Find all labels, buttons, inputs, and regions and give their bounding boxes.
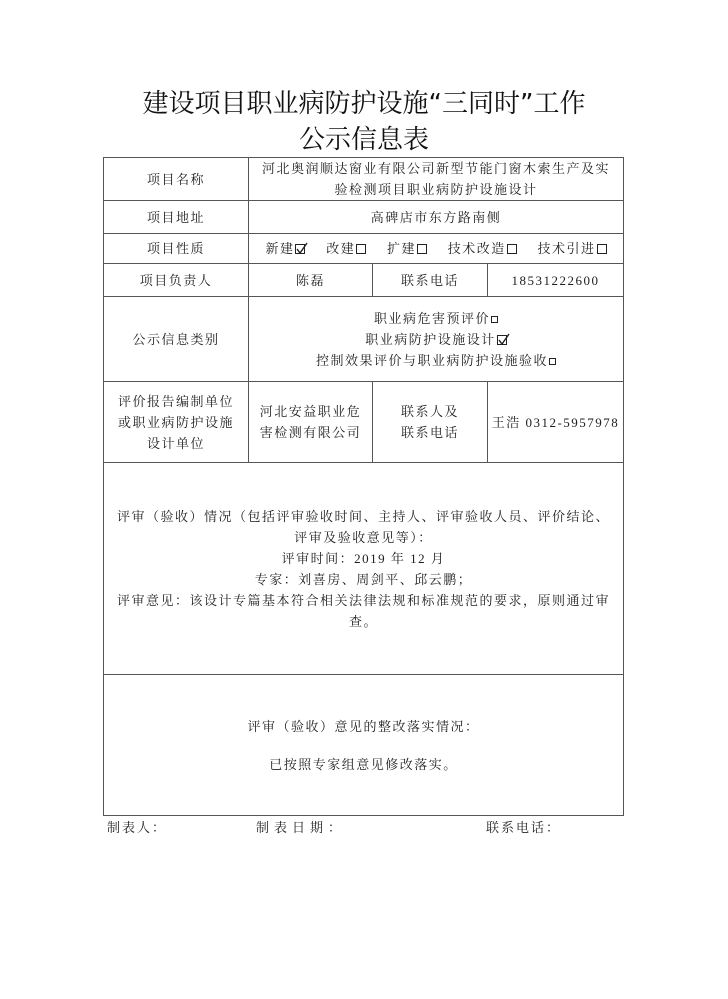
- review-line: 查。: [349, 613, 379, 629]
- design-unit-contact: 王浩 0312-5957978: [488, 382, 624, 463]
- rectification-heading: 评审（验收）意见的整改落实情况：: [247, 718, 480, 734]
- disclosure-category-label: 公示信息类别: [104, 297, 249, 382]
- row-project-nature: [104, 234, 624, 264]
- rectification-section: [104, 675, 624, 816]
- category-option-pre-assessment: [249, 308, 623, 329]
- document-title-line: 建设项目职业病防护设施“三同时”工作: [142, 89, 586, 119]
- document-title-line: 公示信息表: [298, 125, 429, 155]
- footer-phone-label: 联系电话：: [486, 820, 562, 835]
- option-technical-renovation: [448, 238, 517, 259]
- category-option-protection-design: [249, 329, 623, 350]
- option-technology-introduction: [538, 238, 607, 259]
- option-label: 技术改造: [447, 241, 506, 256]
- row-rectification: [104, 675, 624, 816]
- row-project-address: [104, 201, 624, 234]
- checkbox-icon: [597, 244, 607, 254]
- disclosure-category-options: [249, 297, 624, 382]
- checkbox-icon: [417, 244, 427, 254]
- checkbox-icon: [295, 244, 305, 254]
- row-review: [104, 463, 624, 675]
- project-leader-label: 项目负责人: [104, 264, 249, 297]
- option-label: 职业病危害预评价: [374, 310, 491, 326]
- project-leader-phone: 18531222600: [488, 264, 624, 297]
- design-unit-contact-label-line: 联系电话: [400, 425, 459, 440]
- option-label: 扩建: [387, 241, 417, 256]
- check-mark-icon: [497, 334, 509, 346]
- option-reconstruction: [326, 238, 366, 259]
- checkbox-icon: [549, 358, 556, 365]
- checkbox-icon: [491, 316, 498, 323]
- checkbox-icon: [497, 335, 507, 345]
- option-label: 技术引进: [537, 241, 596, 256]
- option-label: 控制效果评价与职业病防护设施验收: [316, 352, 549, 368]
- project-nature-options: [249, 234, 624, 264]
- category-option-effect-evaluation: [249, 350, 623, 371]
- row-disclosure-category: [104, 297, 624, 382]
- project-nature-label: 项目性质: [104, 234, 249, 264]
- review-line: 专家：刘喜房、周剑平、邱云鹏；: [254, 571, 473, 587]
- document-title: [0, 86, 728, 158]
- row-design-unit: [104, 382, 624, 463]
- checkbox-icon: [356, 244, 366, 254]
- option-new-construction: [265, 238, 305, 259]
- review-line: 评审及验收意见等）：: [294, 529, 433, 545]
- design-unit-contact-label: [373, 382, 488, 463]
- project-name-value: [249, 158, 624, 201]
- disclosure-info-table: [103, 157, 624, 816]
- project-address-value: 高碑店市东方路南侧: [249, 201, 624, 234]
- option-expansion: [387, 238, 427, 259]
- design-unit-name-line: 害检测有限公司: [259, 425, 362, 440]
- option-label: 新建: [265, 241, 295, 256]
- review-section: [104, 463, 624, 675]
- project-name-value-line: 河北奥润顺达窗业有限公司新型节能门窗木索生产及实: [262, 161, 611, 176]
- footer-date-label: 制表日期：: [256, 820, 347, 835]
- design-unit-label: [104, 382, 249, 463]
- review-line: 评审时间：2019 年 12 月: [281, 550, 446, 566]
- row-project-name: [104, 158, 624, 201]
- project-address-label: 项目地址: [104, 201, 249, 234]
- project-name-label: 项目名称: [104, 158, 249, 201]
- rectification-content: 已按照专家组意见修改落实。: [269, 756, 458, 772]
- checkbox-icon: [507, 244, 517, 254]
- footer-preparer-label: 制表人：: [107, 820, 168, 835]
- option-label: 职业病防护设施设计: [365, 331, 496, 347]
- design-unit-contact-label-line: 联系人及: [400, 404, 459, 419]
- design-unit-label-line: 评价报告编制单位: [117, 393, 234, 409]
- design-unit-label-line: 或职业病防护设施: [117, 414, 234, 430]
- review-line: 评审意见：该设计专篇基本符合相关法律法规和标准规范的要求，原则通过审: [117, 592, 611, 608]
- design-unit-name-line: 河北安益职业危: [259, 404, 362, 419]
- project-name-value-line: 验检测项目职业病防护设施设计: [334, 182, 538, 197]
- review-line: 评审（验收）情况（包括评审验收时间、主持人、评审验收人员、评价结论、: [117, 508, 611, 524]
- design-unit-name: [249, 382, 373, 463]
- project-leader-phone-label: 联系电话: [373, 264, 488, 297]
- check-mark-icon: [295, 243, 307, 255]
- project-leader-name: 陈磊: [249, 264, 373, 297]
- option-label: 改建: [326, 241, 356, 256]
- row-project-leader: [104, 264, 624, 297]
- design-unit-label-line: 设计单位: [146, 435, 205, 451]
